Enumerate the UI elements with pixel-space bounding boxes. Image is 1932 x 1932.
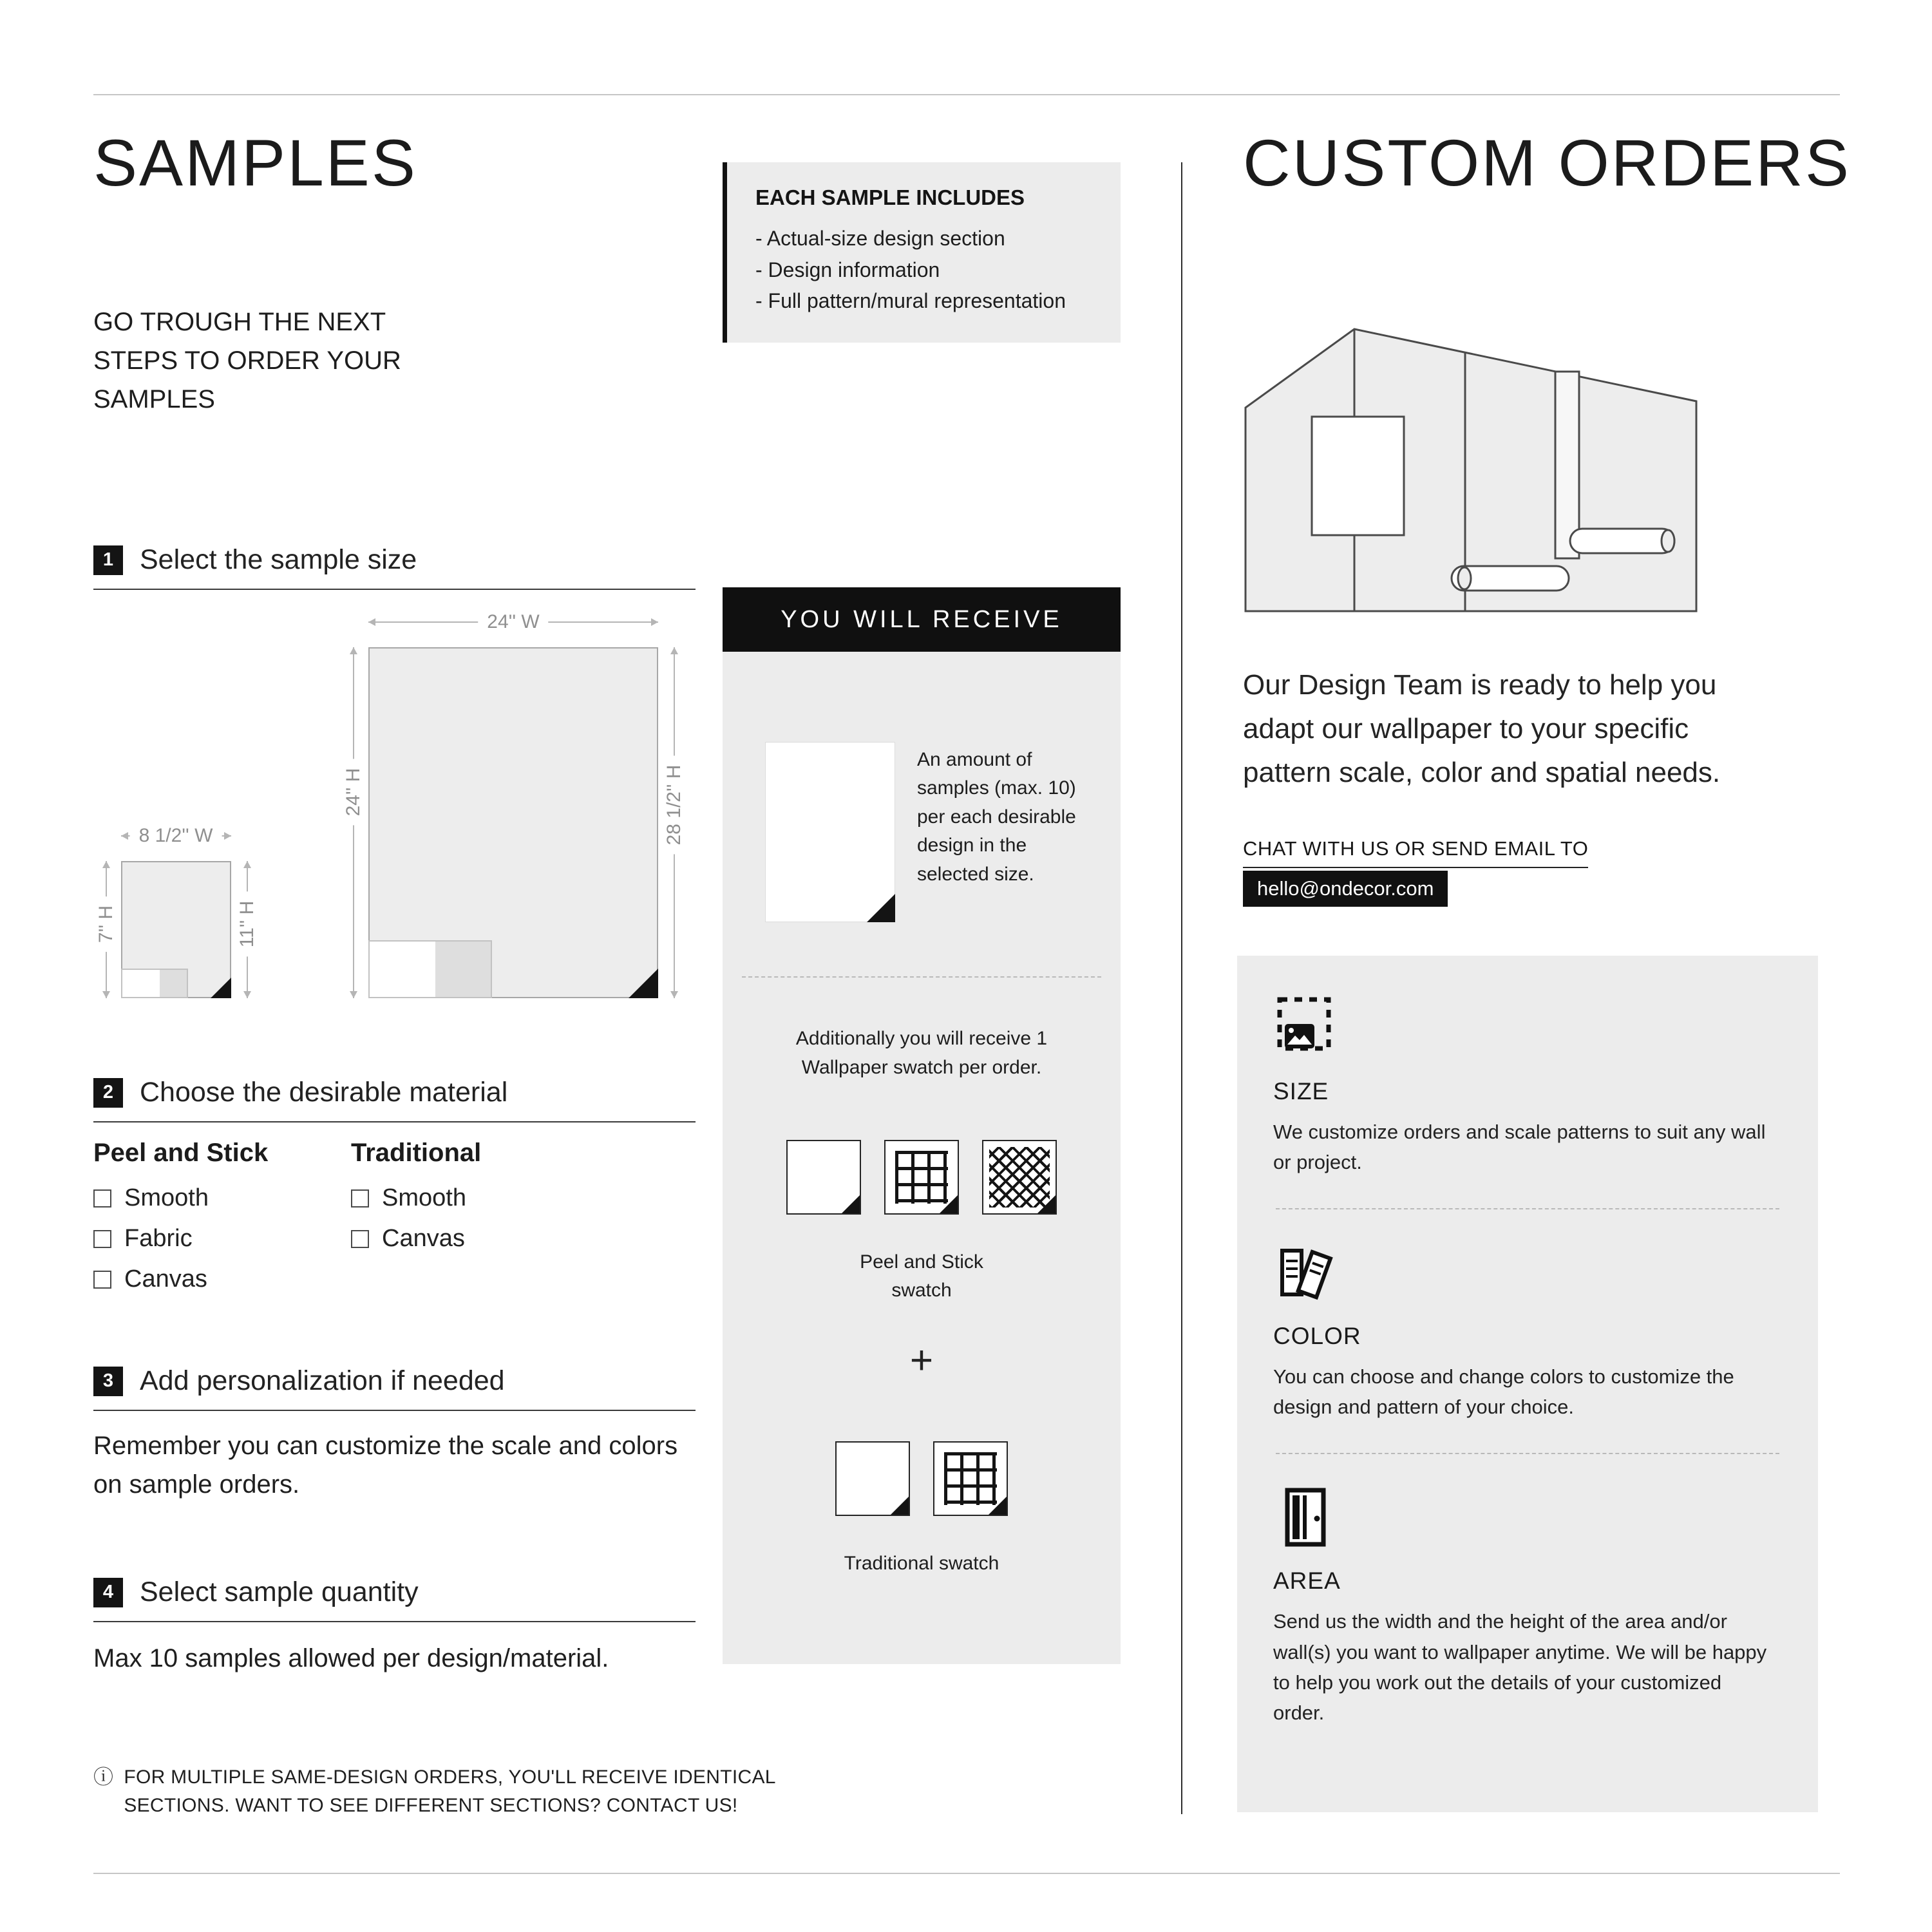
step-3-number: 3 bbox=[93, 1367, 123, 1396]
footer-note-text: FOR MULTIPLE SAME-DESIGN ORDERS, YOU'LL RECEIVE IDENTICAL SECTIONS. WANT TO SEE DIFFERENT SECTIONS? CONTACT US! bbox=[124, 1766, 775, 1816]
includes-item: - Design information bbox=[755, 254, 1096, 286]
custom-features-panel bbox=[1237, 956, 1818, 1812]
traditional-swatch-caption: Traditional swatch bbox=[844, 1553, 999, 1574]
large-sample-rect bbox=[368, 647, 658, 998]
info-icon: ⓘ bbox=[93, 1766, 114, 1788]
fold-corner-icon bbox=[867, 894, 895, 922]
step-3-label: Add personalization if needed bbox=[140, 1365, 505, 1396]
option-label: Smooth bbox=[382, 1184, 466, 1211]
step-3-text: Remember you can customize the scale and colors on sample orders. bbox=[93, 1432, 678, 1499]
option-label: Fabric bbox=[124, 1225, 193, 1252]
feature-size bbox=[1273, 996, 1782, 1177]
crosshatch-swatch-icon bbox=[982, 1140, 1057, 1215]
step-1-number: 1 bbox=[93, 545, 123, 575]
step-4-text: Max 10 samples allowed per design/material. bbox=[93, 1644, 609, 1672]
small-sample-rect bbox=[121, 861, 231, 998]
additional-swatch-text: Additionally you will receive 1 Wallpaper swatch per order. bbox=[795, 1028, 1048, 1078]
feature-color-title: COLOR bbox=[1273, 1323, 1361, 1350]
samples-amount-row bbox=[723, 652, 1121, 922]
step-4-number: 4 bbox=[93, 1578, 123, 1607]
option-smooth bbox=[351, 1184, 481, 1212]
column-divider bbox=[1181, 162, 1182, 1814]
sample-size-diagram bbox=[93, 609, 696, 1021]
peel-and-stick-title: Peel and Stick bbox=[93, 1139, 269, 1167]
feature-area-text: Send us the width and the height of the area and/or wall(s) you want to wallpaper anytime. We will be happy to help you work out the details of your customized order. bbox=[1273, 1610, 1767, 1724]
each-sample-includes-box bbox=[723, 162, 1121, 343]
grid-swatch-icon bbox=[933, 1441, 1008, 1516]
option-label: Canvas bbox=[382, 1225, 465, 1252]
option-label: Smooth bbox=[124, 1184, 209, 1211]
sample-overlay-small bbox=[160, 970, 187, 997]
feature-size-title: SIZE bbox=[1273, 1078, 1329, 1104]
wall-area-icon bbox=[1273, 1485, 1338, 1549]
plain-swatch-icon bbox=[786, 1140, 861, 1215]
sample-overlay-small bbox=[435, 942, 491, 997]
dashed-divider bbox=[1276, 1453, 1779, 1454]
fold-corner-icon bbox=[940, 1195, 958, 1213]
fold-corner-icon bbox=[629, 969, 658, 998]
includes-item: - Full pattern/mural representation bbox=[755, 285, 1096, 317]
checkbox-icon bbox=[351, 1189, 369, 1208]
dashed-divider bbox=[742, 976, 1101, 978]
size-icon bbox=[1273, 996, 1338, 1060]
dim-label-large-height-left: 24'' H bbox=[341, 759, 366, 826]
samples-section bbox=[93, 0, 775, 1932]
feature-color bbox=[1273, 1240, 1782, 1422]
samples-amount-text: An amount of samples (max. 10) per each desirable design in the selected size. bbox=[917, 749, 1076, 885]
house-illustration bbox=[1243, 325, 1700, 615]
fold-corner-icon bbox=[1037, 1195, 1056, 1213]
step-1-label: Select the sample size bbox=[140, 544, 417, 575]
peel-and-stick-column bbox=[93, 1139, 351, 1306]
dim-label-small-width: 8 1/2'' W bbox=[130, 824, 222, 848]
custom-orders-section bbox=[1243, 0, 1852, 1932]
grid-swatch-icon bbox=[884, 1140, 959, 1215]
step-2-label: Choose the desirable material bbox=[140, 1077, 508, 1108]
dim-label-large-width: 24'' W bbox=[478, 610, 548, 634]
includes-item: - Actual-size design section bbox=[755, 223, 1096, 254]
plain-swatch-icon bbox=[835, 1441, 910, 1516]
option-fabric bbox=[93, 1225, 351, 1253]
dashed-divider bbox=[1276, 1208, 1779, 1209]
feature-area-title: AREA bbox=[1273, 1567, 1341, 1595]
color-swatches-icon bbox=[1273, 1240, 1338, 1305]
traditional-title: Traditional bbox=[351, 1139, 482, 1167]
fold-corner-icon bbox=[842, 1195, 860, 1213]
feature-color-text: You can choose and change colors to customize the design and pattern of your choice. bbox=[1273, 1365, 1734, 1419]
traditional-swatches bbox=[723, 1441, 1121, 1516]
dim-label-large-height-right: 28 1/2'' H bbox=[662, 756, 687, 855]
you-will-receive-header: YOU WILL RECEIVE bbox=[723, 587, 1121, 652]
email-badge: hello@ondecor.com bbox=[1243, 871, 1448, 907]
materials-options bbox=[93, 1139, 481, 1306]
step-2-number: 2 bbox=[93, 1078, 123, 1108]
feature-size-text: We customize orders and scale patterns to suit any wall or project. bbox=[1273, 1121, 1766, 1174]
step-4-label: Select sample quantity bbox=[140, 1577, 419, 1607]
sample-sheet-icon bbox=[765, 742, 895, 922]
checkbox-icon bbox=[93, 1189, 111, 1208]
checkbox-icon bbox=[93, 1271, 111, 1289]
fold-corner-icon bbox=[989, 1497, 1007, 1515]
fold-corner-icon bbox=[211, 978, 231, 998]
dim-label-small-height-right: 11'' H bbox=[235, 892, 260, 957]
middle-column bbox=[723, 0, 1121, 1932]
step-1-header bbox=[93, 544, 696, 590]
step-2-header bbox=[93, 1077, 696, 1122]
includes-title: EACH SAMPLE INCLUDES bbox=[755, 185, 1025, 209]
feature-area bbox=[1273, 1485, 1782, 1727]
sample-overlay bbox=[368, 940, 492, 998]
plus-sign: + bbox=[909, 1338, 934, 1383]
checkbox-icon bbox=[93, 1230, 111, 1248]
samples-intro: GO TROUGH THE NEXT STEPS TO ORDER YOUR SAMPLES bbox=[93, 308, 401, 413]
samples-title: SAMPLES bbox=[93, 126, 417, 200]
you-will-receive-panel bbox=[723, 652, 1121, 1664]
traditional-column bbox=[351, 1139, 481, 1306]
custom-orders-intro: Our Design Team is ready to help you adapt our wallpaper to your specific pattern scale, color and spatial needs. bbox=[1243, 669, 1721, 789]
option-canvas bbox=[351, 1225, 481, 1253]
sample-overlay bbox=[121, 969, 188, 998]
option-canvas bbox=[93, 1265, 351, 1293]
step-3-header bbox=[93, 1365, 696, 1411]
peel-swatch-caption: Peel and Stick swatch bbox=[860, 1251, 983, 1301]
option-label: Canvas bbox=[124, 1265, 207, 1293]
option-smooth bbox=[93, 1184, 351, 1212]
custom-orders-title: CUSTOM ORDERS bbox=[1243, 126, 1851, 200]
chat-label: CHAT WITH US OR SEND EMAIL TO bbox=[1243, 837, 1588, 868]
fold-corner-icon bbox=[891, 1497, 909, 1515]
checkbox-icon bbox=[351, 1230, 369, 1248]
step-4-header bbox=[93, 1577, 696, 1622]
dim-label-small-height-left: 7'' H bbox=[94, 896, 118, 952]
peel-and-stick-swatches bbox=[723, 1140, 1121, 1215]
